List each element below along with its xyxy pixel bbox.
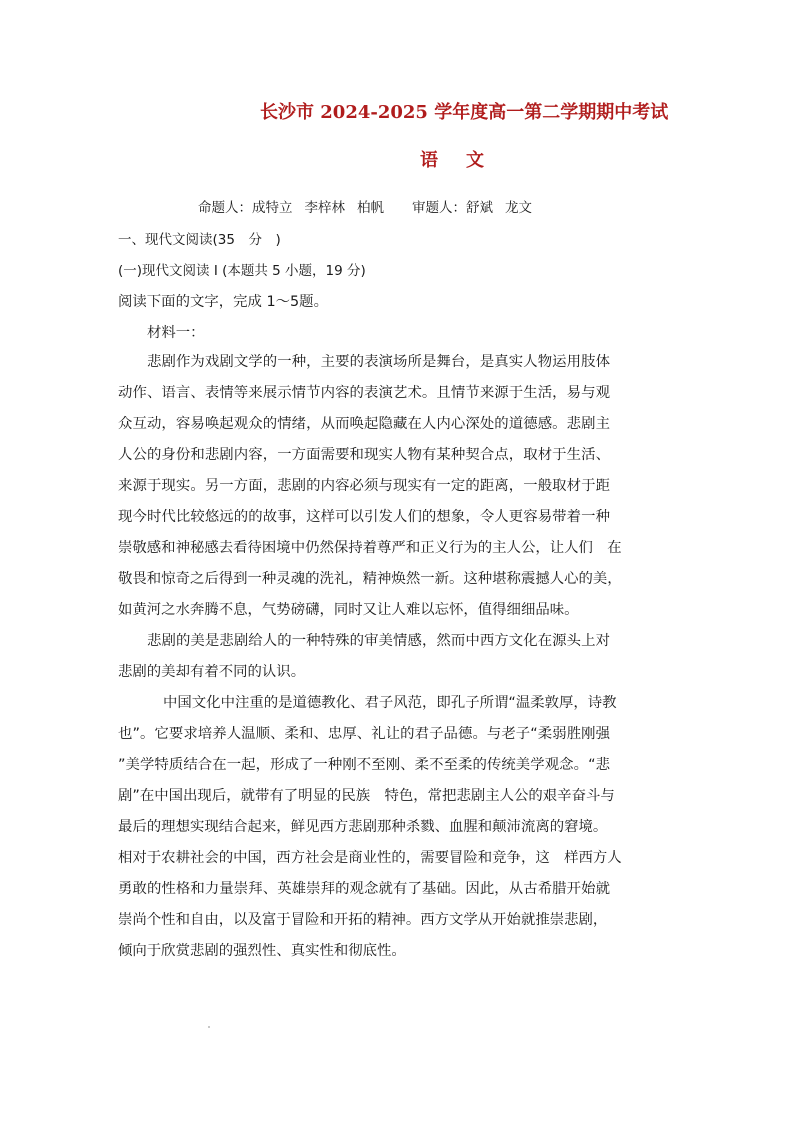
reviewers-label: 审题人：舒斌 (412, 200, 493, 216)
setter-name: 李梓林 (304, 200, 345, 216)
paragraph-line: 来源于现实。另一方面，悲剧的内容必须与现实有一定的距离，一般取材于距 (118, 478, 610, 494)
section-heading: 一、现代文阅读(35 分 ) (118, 232, 281, 248)
setters-line (198, 196, 532, 216)
paragraph-line: 相对于农耕社会的中国，西方社会是商业性的，需要冒险和竞争，这 样西方人 (118, 850, 622, 866)
paragraph-line: 勇敢的性格和力量崇拜、英雄崇拜的观念就有了基础。因此，从古希腊开始就 (118, 881, 610, 897)
paragraph-line: 悲剧的美是悲剧给人的一种特殊的审美情感，然而中西方文化在源头上对 (147, 633, 610, 649)
paragraph-line: 悲剧作为戏剧文学的一种，主要的表演场所是舞台，是真实人物运用肢体 (147, 354, 610, 370)
paragraph-line: 崇尚个性和自由，以及富于冒险和开拓的精神。西方文学从开始就推崇悲剧， (118, 912, 608, 928)
paragraph-line: ”美学特质结合在一起，形成了一种刚不至刚、柔不至柔的传统美学观念。“悲 (118, 757, 610, 773)
paragraph-line: 动作、语言、表情等来展示情节内容的表演艺术。且情节来源于生活，易与观 (118, 385, 610, 401)
reviewer-name: 龙文 (505, 200, 532, 216)
paragraph-line: 人公的身份和悲剧内容，一方面需要和现实人物有某种契合点，取材于生活、 (118, 447, 610, 463)
setter-name: 柏帆 (357, 200, 384, 216)
material-label: 材料一： (147, 325, 205, 341)
exam-title: 长沙市 2024-2025 学年度高一第二学期期中考试 (260, 102, 669, 123)
paragraph-line: 最后的理想实现结合起来，鲜见西方悲剧那种杀戮、血腥和颠沛流离的窘境。 (118, 819, 608, 835)
paragraph-line: 也”。它要求培养人温顺、柔和、忠厚、礼让的君子品德。与老子“柔弱胜刚强 (118, 726, 610, 742)
scan-speck (208, 1026, 210, 1028)
paragraph-line: 倾向于欣赏悲剧的强烈性、真实性和彻底性。 (118, 943, 406, 959)
paragraph-line: 中国文化中注重的是道德教化、君子风范，即孔子所谓“温柔敦厚，诗教 (163, 695, 617, 711)
paragraph-line: 敬畏和惊奇之后得到一种灵魂的洗礼，精神焕然一新。这种堪称震撼人心的美， (118, 571, 622, 587)
paragraph-line: 众互动，容易唤起观众的情绪，从而唤起隐藏在人内心深处的道德感。悲剧主 (118, 416, 610, 432)
paragraph-line: 如黄河之水奔腾不息，气势磅礴，同时又让人难以忘怀，值得细细品味。 (118, 602, 579, 618)
paragraph-line: 崇敬感和神秘感去看待困境中仍然保持着尊严和正义行为的主人公，让人们 在 (118, 540, 622, 556)
instruction: 阅读下面的文字，完成 1～5题。 (118, 294, 328, 310)
paragraph-line: 现今时代比较悠远的的故事，这样可以引发人们的想象，令人更容易带着一种 (118, 509, 610, 525)
sub-heading: (一)现代文阅读 I (本题共 5 小题，19 分) (118, 263, 366, 279)
subject-title: 语文 (420, 150, 512, 171)
paragraph-line: 剧”在中国出现后，就带有了明显的民族 特色，常把悲剧主人公的艰辛奋斗与 (118, 788, 615, 804)
paragraph-line: 悲剧的美却有着不同的认识。 (118, 664, 306, 680)
setters-label: 命题人：成特立 (198, 200, 293, 216)
